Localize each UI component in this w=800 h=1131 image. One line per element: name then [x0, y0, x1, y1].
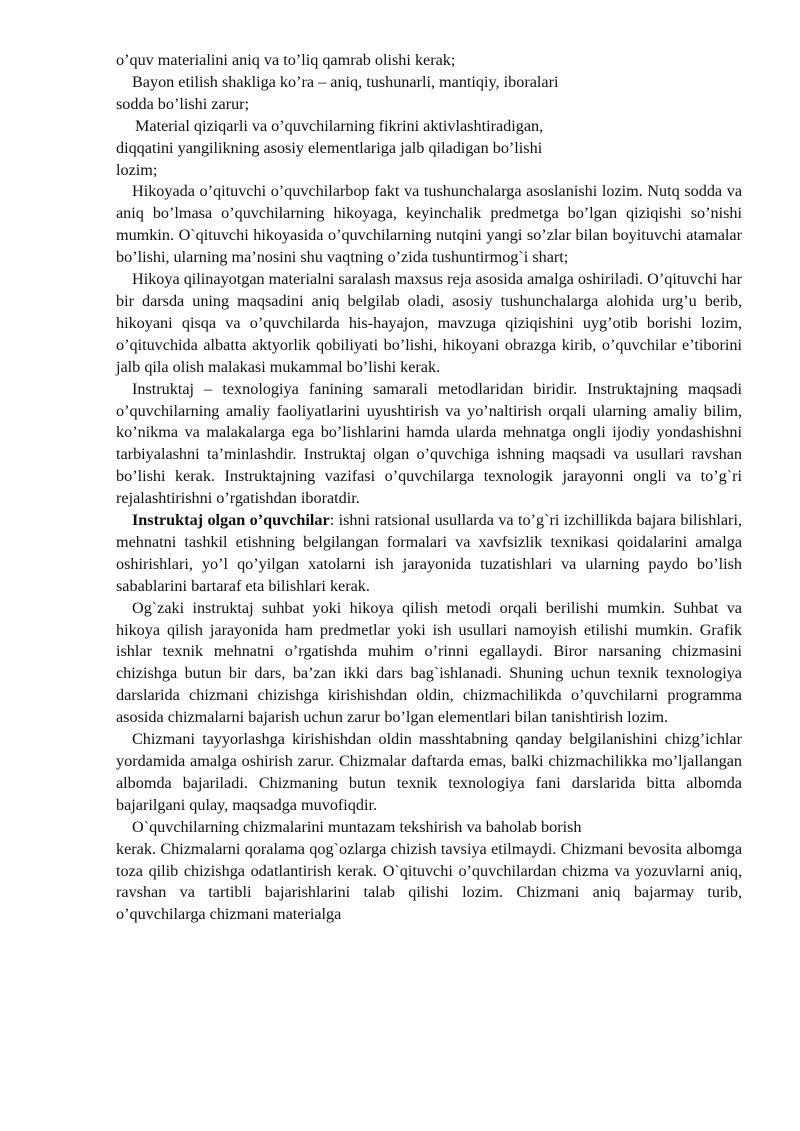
paragraph-instruktaj-olgan — [116, 510, 742, 598]
text-line: lozim; — [116, 160, 158, 179]
text-line: Bayon etilish shakliga ko’ra – aniq, tushunarli, mantiqiy, iboralari — [132, 72, 559, 91]
bold-term: Instruktaj olgan o’quvchilar — [132, 511, 330, 530]
text-line: o’quv materialini aniq va to’liq qamrab olishi kerak; — [116, 51, 456, 69]
paragraph-hikoya: Hikoyada o’qituvchi o’quvchilarbop fakt va tushunchalarga asoslanishi lozim. Nutq sodda va aniq bo’lmasa o’quvchilarning hikoyaga, keyinchalik predmetga bo’lgan qiziqishi so’nishi mumkin. O`qituvchi hikoyasida o’quvchilarning nutqini yangi so’zlar bilan boyituvchi atamalar bo’lishi, ularning ma’nosini shu vaqtning o’zida tushuntirmog`i shart; — [116, 182, 742, 267]
paragraph-text: : ishni ratsional usullarda va to’g`ri izchillikda bajara bilishlari, mehnatni tashkil etishning belgilangan formalari va xavfsizlik texnikasi qoidalarini amalga oshirishlari, yo’l qo’yilgan xatolarni ish jarayonida tuzatishlari va ularning paydo bo’lish sabablarini bartaraf eta bilishlari kerak. — [116, 511, 742, 595]
text-line: Material qiziqarli va o’quvchilarning fikrini aktivlashtiradigan, — [135, 116, 544, 135]
text-line: sodda bo’lishi zarur; — [116, 94, 250, 113]
paragraph-instruktaj: Instruktaj – texnologiya fanining samarali metodlaridan biridir. Instruktajning maqsadi o’quvchilarning amaliy faoliyatlarini uyushtirish va yo’naltirish orqali ularning amaliy bilim, ko’nikma va malakalarga ega bo’lishlarini hamda ularda mehnatga ongli ijodiy yondashishni tarbiyalashni ta’minlashdir. Instruktaj olgan o’quvchiga ishning maqsadi va usullari ravshan bo’lishi kerak. Instruktajning vazifasi o’quvchilarga texnologik jarayonni ongli va to’g`ri rejalashtirishni o’rgatishdan iboratdir. — [116, 379, 742, 508]
document-page — [116, 50, 742, 926]
text-line: O`quvchilarning chizmalarini muntazam tekshirish va baholab borish — [132, 817, 582, 836]
text-line: diqqatini yangilikning asosiy elementlariga jalb qiladigan bo’lishi — [116, 138, 543, 157]
paragraph-chizma-tekshirish: kerak. Chizmalarni qoralama qog`ozlarga chizish tavsiya etilmaydi. Chizmani bevosita albomga toza qilib chizishga odatlantirish kerak. O`qituvchi o’quvchilardan chizma va yozuvlarni aniq, ravshan va tartibli bajarishlarini talab qilishi lozim. Chizmani aniq bajarmay turib, o’quvchilarga chizmani materialga — [116, 839, 742, 924]
paragraph-ogzaki-instruktaj: Og`zaki instruktaj suhbat yoki hikoya qilish metodi orqali berilishi mumkin. Suhbat va hikoya qilish jarayonida ham predmetlar yoki ish usullari namoyish etilishi mumkin. Grafik ishlar texnik mehnatni o’rgatishda muhim o’rinni egallaydi. Biror narsaning chizmasini chizishga butun bir dars, ba’zan ikki dars bag`ishlanadi. Shuning uchun texnik texnologiya darslarida chizmani chizishga kirishishdan oldin, chizmachilikda o’quvchilarni programma asosida chizmalarni bajarish uchun zarur bo’lgan elementlari bilan tanishtirish lozim. — [116, 598, 742, 727]
paragraph-chizma: Chizmani tayyorlashga kirishishdan oldin masshtabning qanday belgilanishini chizg’ichlar yordamida amalga oshirish zarur. Chizmalar daftarda emas, balki chizmachilikka mo’ljallangan albomda bajariladi. Chizmaning butun texnik texnologiya fani darslarida bitta albomda bajarilgani qulay, maqsadga muvofiqdir. — [116, 730, 742, 814]
paragraph-hikoya-reja: Hikoya qilinayotgan materialni saralash maxsus reja asosida amalga oshiriladi. O’qituvchi har bir darsda uning maqsadini aniq belgilab oladi, asosiy tushunchalarga alohida urg’u berib, hikoyani qisqa va o’quvchilarda his-hayajon, mavzuga qiziqishini uyg’otib borishi lozim, o’qituvchida albatta aktyorlik qobiliyati bo’lishi, hikoyani obrazga kirib, o’quvchilar e’tiborini jalb qila olish malakasi mukammal bo’lishi kerak. — [116, 270, 743, 376]
